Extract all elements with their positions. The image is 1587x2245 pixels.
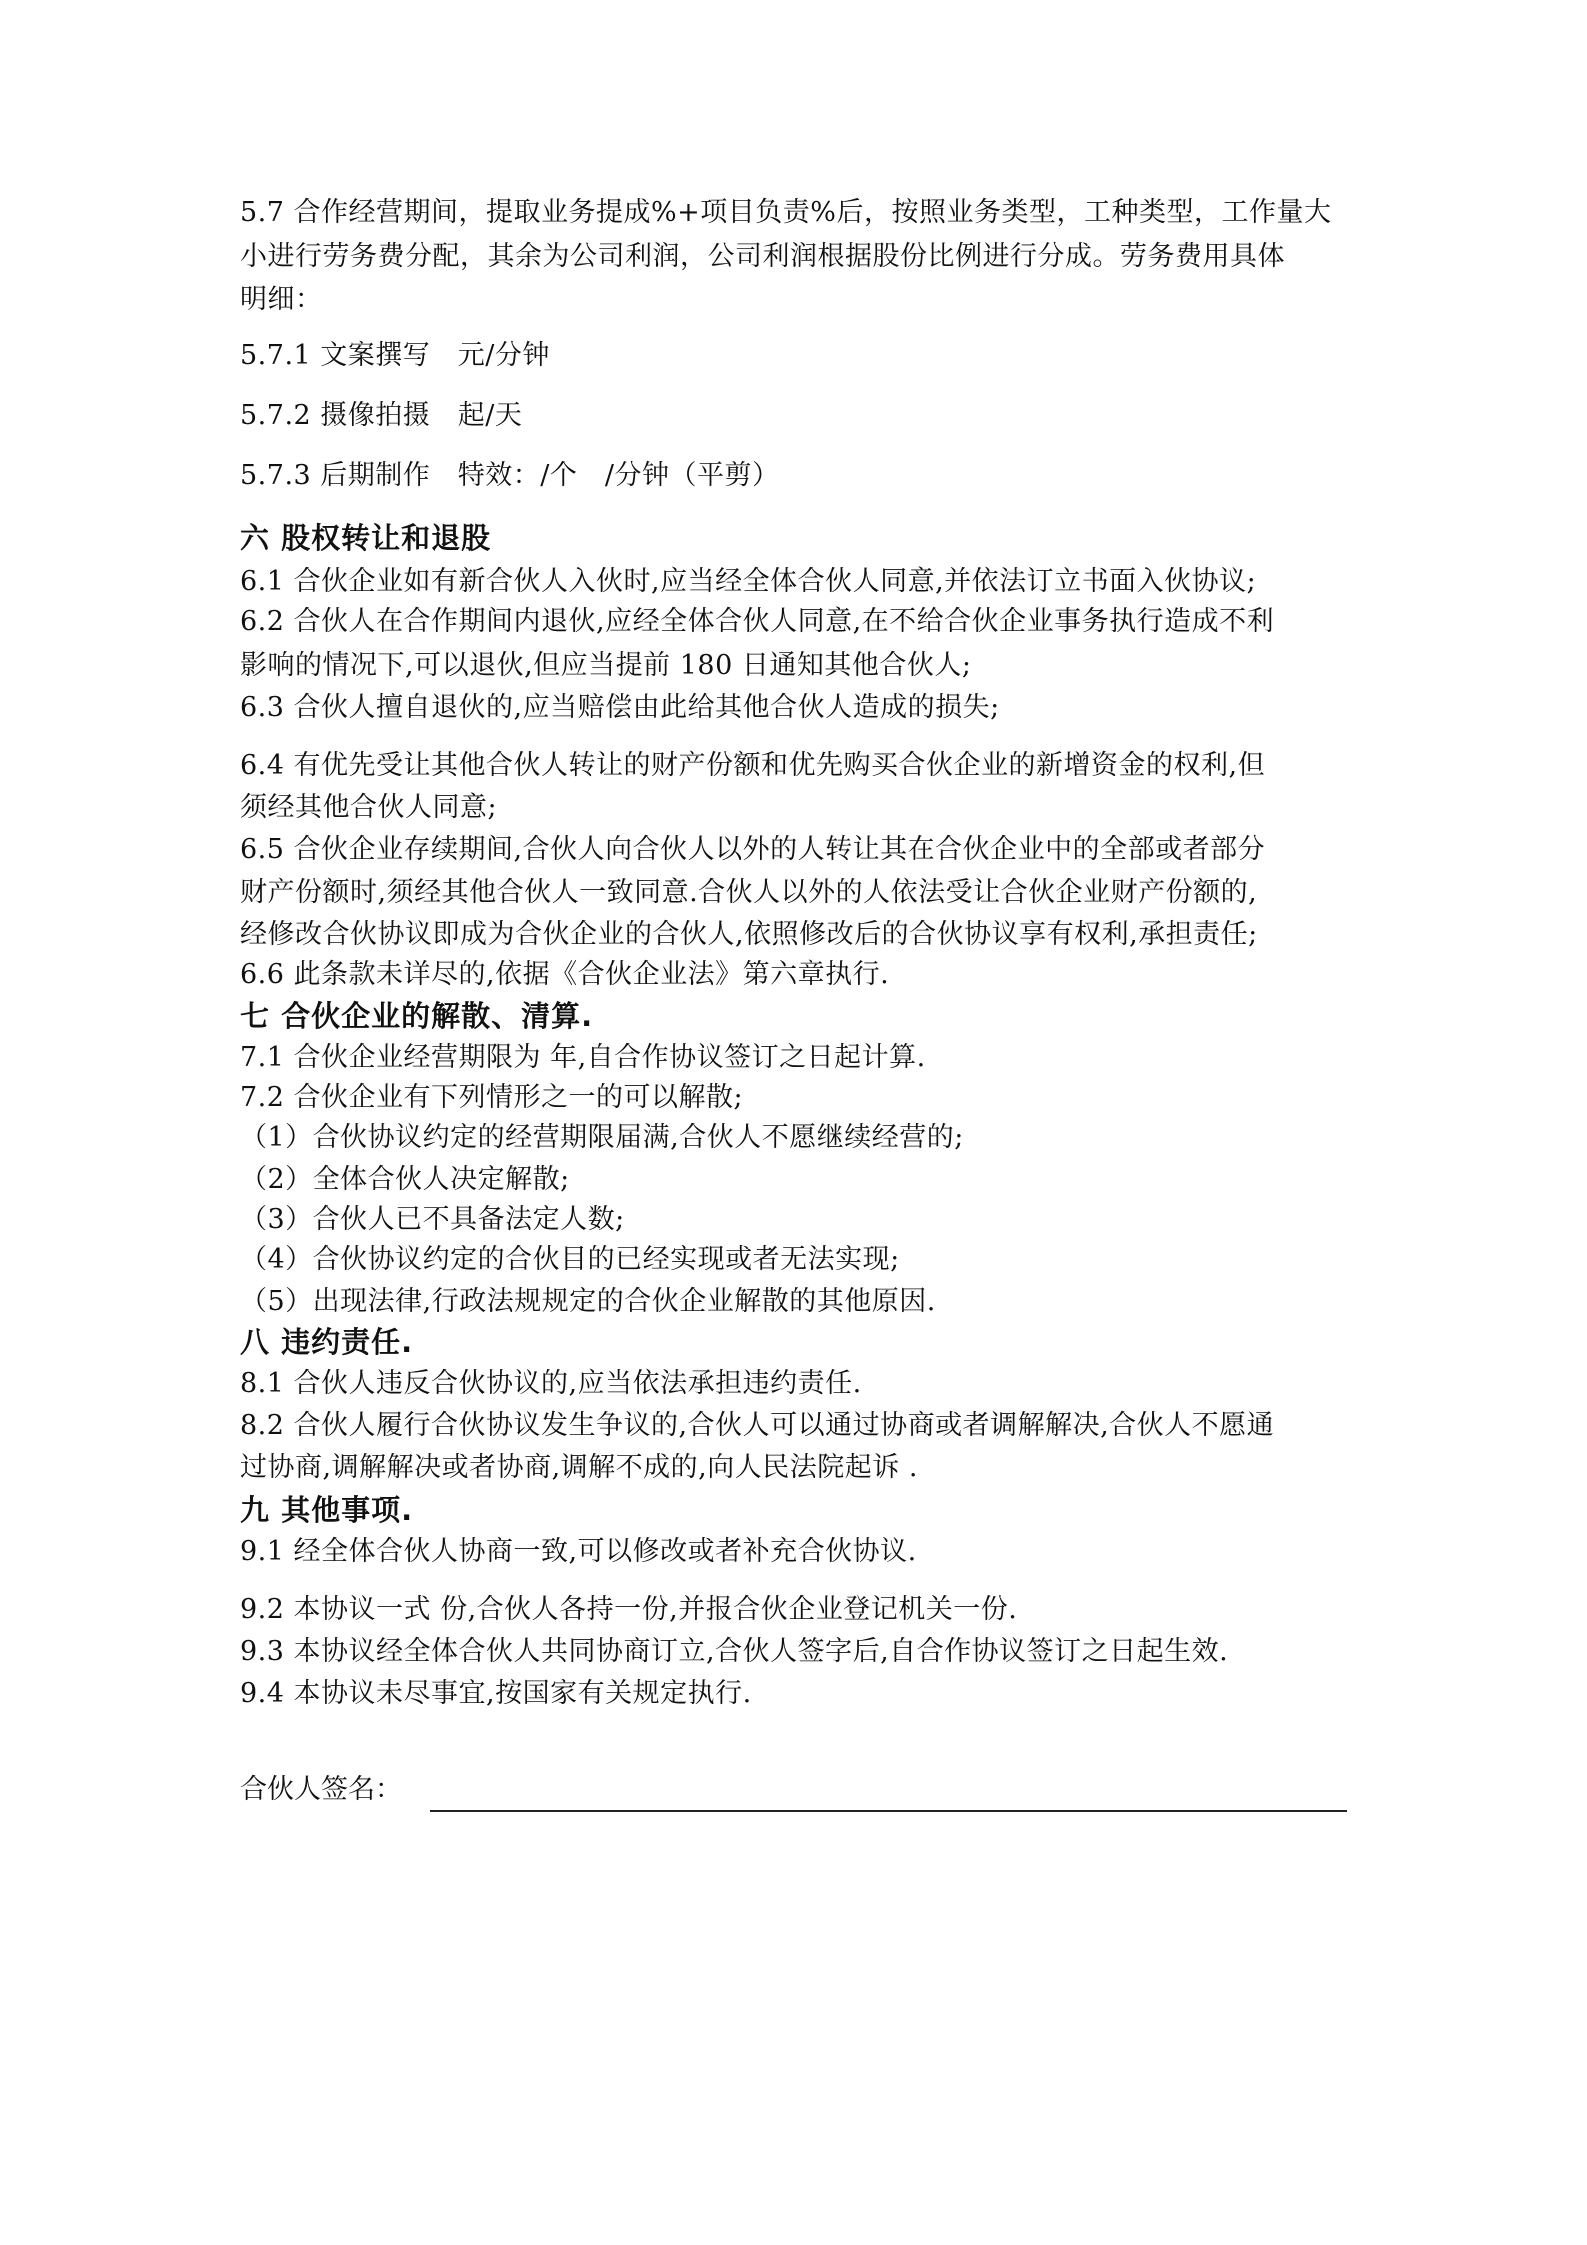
clause-7-2-item-3: （3）合伙人已不具备法定人数; [240, 1204, 625, 1235]
signature-line[interactable] [430, 1810, 1347, 1812]
clause-6-1: 6.1 合伙企业如有新合伙人入伙时,应当经全体合伙人同意,并依法订立书面入伙协议; [240, 566, 1257, 597]
clause-6-3: 6.3 合伙人擅自退伙的,应当赔偿由此给其他合伙人造成的损失; [240, 692, 1000, 723]
clause-6-2-line-2: 影响的情况下,可以退伙,但应当提前 180 日通知其他合伙人; [240, 650, 972, 681]
clause-7-2-item-4: （4）合伙协议约定的合伙目的已经实现或者无法实现; [240, 1244, 900, 1275]
clause-6-5-line-2: 财产份额时,须经其他合伙人一致同意.合伙人以外的人依法受让合伙企业财产份额的, [240, 877, 1258, 908]
clause-7-1: 7.1 合伙企业经营期限为 年,自合作协议签订之日起计算. [240, 1042, 926, 1073]
clause-8-1: 8.1 合伙人违反合伙协议的,应当依法承担违约责任. [240, 1368, 862, 1399]
clause-5-7-2: 5.7.2 摄像拍摄 起/天 [240, 400, 523, 431]
clause-6-5-line-3: 经修改合伙协议即成为合伙企业的合伙人,依照修改后的合伙协议享有权利,承担责任; [240, 919, 1258, 950]
section-heading-8: 八 违约责任. [240, 1325, 414, 1359]
clause-5-7-line-2: 小进行劳务费分配，其余为公司利润，公司利润根据股份比例进行分成。劳务费用具体 [240, 241, 1285, 272]
clause-7-2-item-5: （5）出现法律,行政法规规定的合伙企业解散的其他原因. [240, 1286, 936, 1317]
clause-9-1: 9.1 经全体合伙人协商一致,可以修改或者补充合伙协议. [240, 1536, 917, 1567]
clause-5-7-line-1: 5.7 合作经营期间，提取业务提成%+项目负责%后，按照业务类型，工种类型，工作量大 [240, 197, 1332, 228]
section-heading-6: 六 股权转让和退股 [240, 521, 492, 555]
clause-7-2-item-2: （2）全体合伙人决定解散; [240, 1164, 570, 1195]
clause-7-2: 7.2 合伙企业有下列情形之一的可以解散; [240, 1082, 744, 1113]
clause-6-5-line-1: 6.5 合伙企业存续期间,合伙人向合伙人以外的人转让其在合伙企业中的全部或者部分 [240, 834, 1266, 865]
section-heading-7: 七 合伙企业的解散、清算. [240, 999, 594, 1033]
clause-8-2-line-1: 8.2 合伙人履行合伙协议发生争议的,合伙人可以通过协商或者调解解决,合伙人不愿通 [240, 1410, 1275, 1441]
clause-5-7-line-3: 明细： [240, 284, 323, 315]
clause-8-2-line-2: 过协商,调解解决或者协商,调解不成的,向人民法院起诉 . [240, 1452, 918, 1483]
clause-9-2: 9.2 本协议一式 份,合伙人各持一份,并报合伙企业登记机关一份. [240, 1594, 1018, 1625]
clause-6-6: 6.6 此条款未详尽的,依据《合伙企业法》第六章执行. [240, 959, 890, 990]
clause-6-4-line-1: 6.4 有优先受让其他合伙人转让的财产份额和优先购买合伙企业的新增资金的权利,但 [240, 750, 1266, 781]
clause-9-3: 9.3 本协议经全体合伙人共同协商订立,合伙人签字后,自合作协议签订之日起生效. [240, 1636, 1229, 1667]
signature-label: 合伙人签名： [240, 1774, 402, 1805]
clause-6-4-line-2: 须经其他合伙人同意; [240, 792, 498, 823]
section-heading-9: 九 其他事项. [240, 1493, 414, 1527]
clause-5-7-1: 5.7.1 文案撰写 元/分钟 [240, 340, 550, 371]
clause-5-7-3: 5.7.3 后期制作 特效：/个 /分钟（平剪） [240, 460, 780, 491]
clause-9-4: 9.4 本协议未尽事宜,按国家有关规定执行. [240, 1678, 752, 1709]
clause-7-2-item-1: （1）合伙协议约定的经营期限届满,合伙人不愿继续经营的; [240, 1122, 964, 1153]
clause-6-2-line-1: 6.2 合伙人在合作期间内退伙,应经全体合伙人同意,在不给合伙企业事务执行造成不利 [240, 606, 1275, 637]
